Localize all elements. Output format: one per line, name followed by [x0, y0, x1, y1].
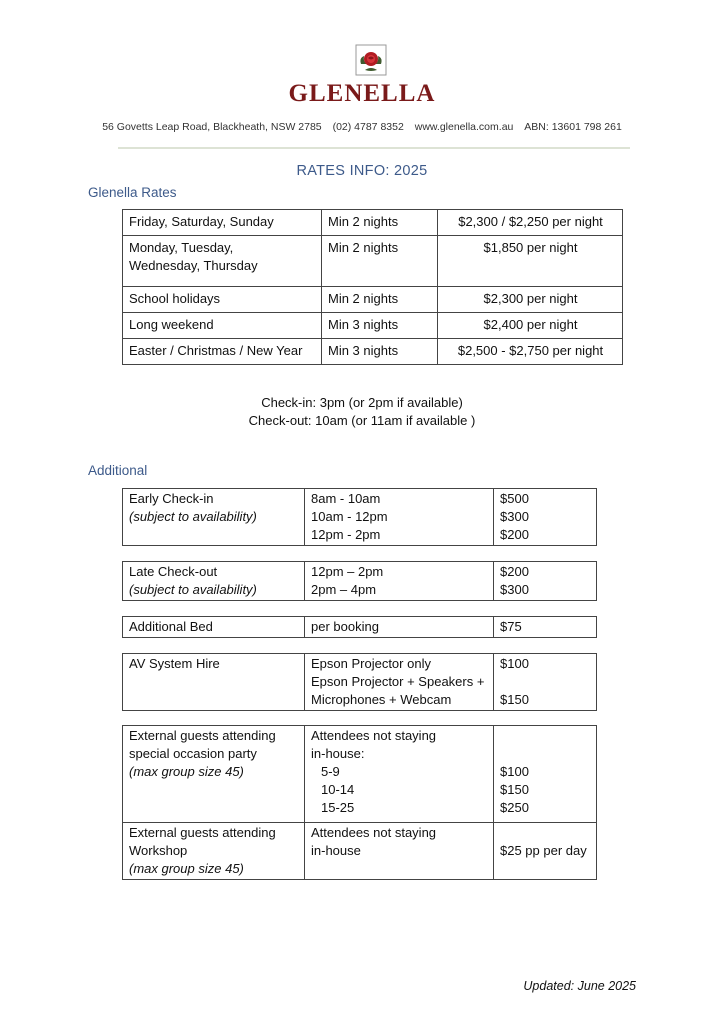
item-label: Early Check-in — [129, 491, 214, 506]
price-value: $100 — [500, 764, 529, 779]
address-text: 56 Govetts Leap Road, Blackheath, NSW 2785 — [102, 121, 322, 133]
spacer — [500, 673, 591, 691]
table-row — [123, 823, 597, 880]
table-row — [123, 313, 623, 339]
group-size: 15-25 — [321, 800, 355, 815]
spacer — [500, 727, 591, 745]
desc-line: in-house: — [311, 746, 365, 761]
price-cell — [494, 654, 597, 711]
price-cell: $2,300 per night — [438, 287, 623, 313]
desc-cell — [305, 726, 494, 823]
period-line: Wednesday, Thursday — [129, 258, 258, 273]
time-cell — [305, 489, 494, 546]
option-line: Microphones + Webcam — [311, 692, 452, 707]
spacer — [500, 824, 591, 842]
price-cell: $75 — [494, 617, 597, 638]
price-value: $150 — [500, 692, 529, 707]
table-row — [123, 489, 597, 546]
item-label: AV System Hire — [123, 654, 305, 711]
item-note: (subject to availability) — [129, 582, 257, 597]
price-value: $150 — [500, 782, 529, 797]
min-stay-cell: Min 3 nights — [322, 339, 438, 365]
table-row — [123, 287, 623, 313]
period-cell: Long weekend — [123, 313, 322, 339]
checkin-times — [0, 394, 724, 430]
item-label: Workshop — [129, 843, 188, 858]
item-label: External guests attending — [129, 728, 276, 743]
table-row — [123, 236, 623, 287]
price-cell: $2,400 per night — [438, 313, 623, 339]
group-size: 10-14 — [321, 782, 355, 797]
rates-section-heading: Glenella Rates — [88, 185, 177, 200]
item-cell — [123, 726, 305, 823]
item-cell — [123, 489, 305, 546]
item-cell — [123, 562, 305, 601]
external-guests-table — [122, 725, 597, 880]
checkin-text: Check-in: 3pm (or 2pm if available) — [261, 395, 463, 410]
basis-cell: per booking — [305, 617, 494, 638]
period-line: Monday, Tuesday, — [129, 240, 234, 255]
period-cell — [123, 236, 322, 287]
desc-line: Attendees not staying — [311, 825, 437, 840]
additional-section-heading: Additional — [88, 463, 148, 478]
abn-text: ABN: 13601 798 261 — [524, 121, 622, 133]
price-value: $250 — [500, 800, 529, 815]
desc-cell — [305, 823, 494, 880]
item-note: (max group size 45) — [129, 861, 244, 876]
min-stay-cell: Min 2 nights — [322, 287, 438, 313]
rose-emblem-icon — [355, 44, 387, 76]
price-value: $200 — [500, 527, 529, 542]
price-cell — [494, 726, 597, 823]
time-cell — [305, 562, 494, 601]
table-row — [123, 726, 597, 823]
av-hire-table — [122, 653, 597, 711]
item-cell — [123, 823, 305, 880]
rates-table — [122, 209, 623, 365]
item-label: Late Check-out — [129, 564, 218, 579]
desc-line: in-house — [311, 843, 361, 858]
min-stay-cell: Min 2 nights — [322, 236, 438, 287]
period-cell: School holidays — [123, 287, 322, 313]
price-value: $200 — [500, 564, 529, 579]
header-divider — [118, 147, 630, 149]
checkout-text: Check-out: 10am (or 11am if available ) — [248, 413, 476, 428]
table-row — [123, 339, 623, 365]
price-value: $300 — [500, 582, 529, 597]
time-slot: 12pm – 2pm — [311, 564, 384, 579]
price-cell — [494, 823, 597, 880]
group-size: 5-9 — [321, 764, 340, 779]
contact-line — [0, 121, 724, 133]
price-value: $100 — [500, 656, 529, 671]
updated-date: Updated: June 2025 — [523, 979, 636, 993]
min-stay-cell: Min 2 nights — [322, 210, 438, 236]
phone-text[interactable]: (02) 4787 8352 — [332, 121, 404, 133]
period-cell: Easter / Christmas / New Year — [123, 339, 322, 365]
item-label: special occasion party — [129, 746, 257, 761]
table-row — [123, 210, 623, 236]
time-slot: 12pm - 2pm — [311, 527, 381, 542]
table-row — [123, 654, 597, 711]
desc-line: Attendees not staying — [311, 728, 437, 743]
option-line: Epson Projector only — [311, 656, 431, 671]
option-cell — [305, 654, 494, 711]
late-checkout-table — [122, 561, 597, 601]
item-note: (subject to availability) — [129, 509, 257, 524]
time-slot: 2pm – 4pm — [311, 582, 377, 597]
price-value: $25 pp per day — [500, 843, 587, 858]
spacer — [500, 745, 591, 763]
option-line: Epson Projector + Speakers + — [311, 674, 485, 689]
table-row — [123, 562, 597, 601]
price-cell — [494, 489, 597, 546]
brand-name: GLENELLA — [288, 80, 436, 107]
price-cell: $2,300 / $2,250 per night — [438, 210, 623, 236]
item-note: (max group size 45) — [129, 764, 244, 779]
time-slot: 10am - 12pm — [311, 509, 388, 524]
additional-bed-table — [122, 616, 597, 638]
price-cell — [494, 562, 597, 601]
price-cell: $1,850 per night — [438, 236, 623, 287]
early-checkin-table — [122, 488, 597, 546]
time-slot: 8am - 10am — [311, 491, 381, 506]
min-stay-cell: Min 3 nights — [322, 313, 438, 339]
price-value: $300 — [500, 509, 529, 524]
page-title: RATES INFO: 2025 — [296, 163, 428, 179]
table-row — [123, 617, 597, 638]
period-cell: Friday, Saturday, Sunday — [123, 210, 322, 236]
website-link[interactable]: www.glenella.com.au — [414, 121, 514, 133]
price-value: $500 — [500, 491, 529, 506]
price-cell: $2,500 - $2,750 per night — [438, 339, 623, 365]
item-label: Additional Bed — [123, 617, 305, 638]
item-label: External guests attending — [129, 825, 276, 840]
